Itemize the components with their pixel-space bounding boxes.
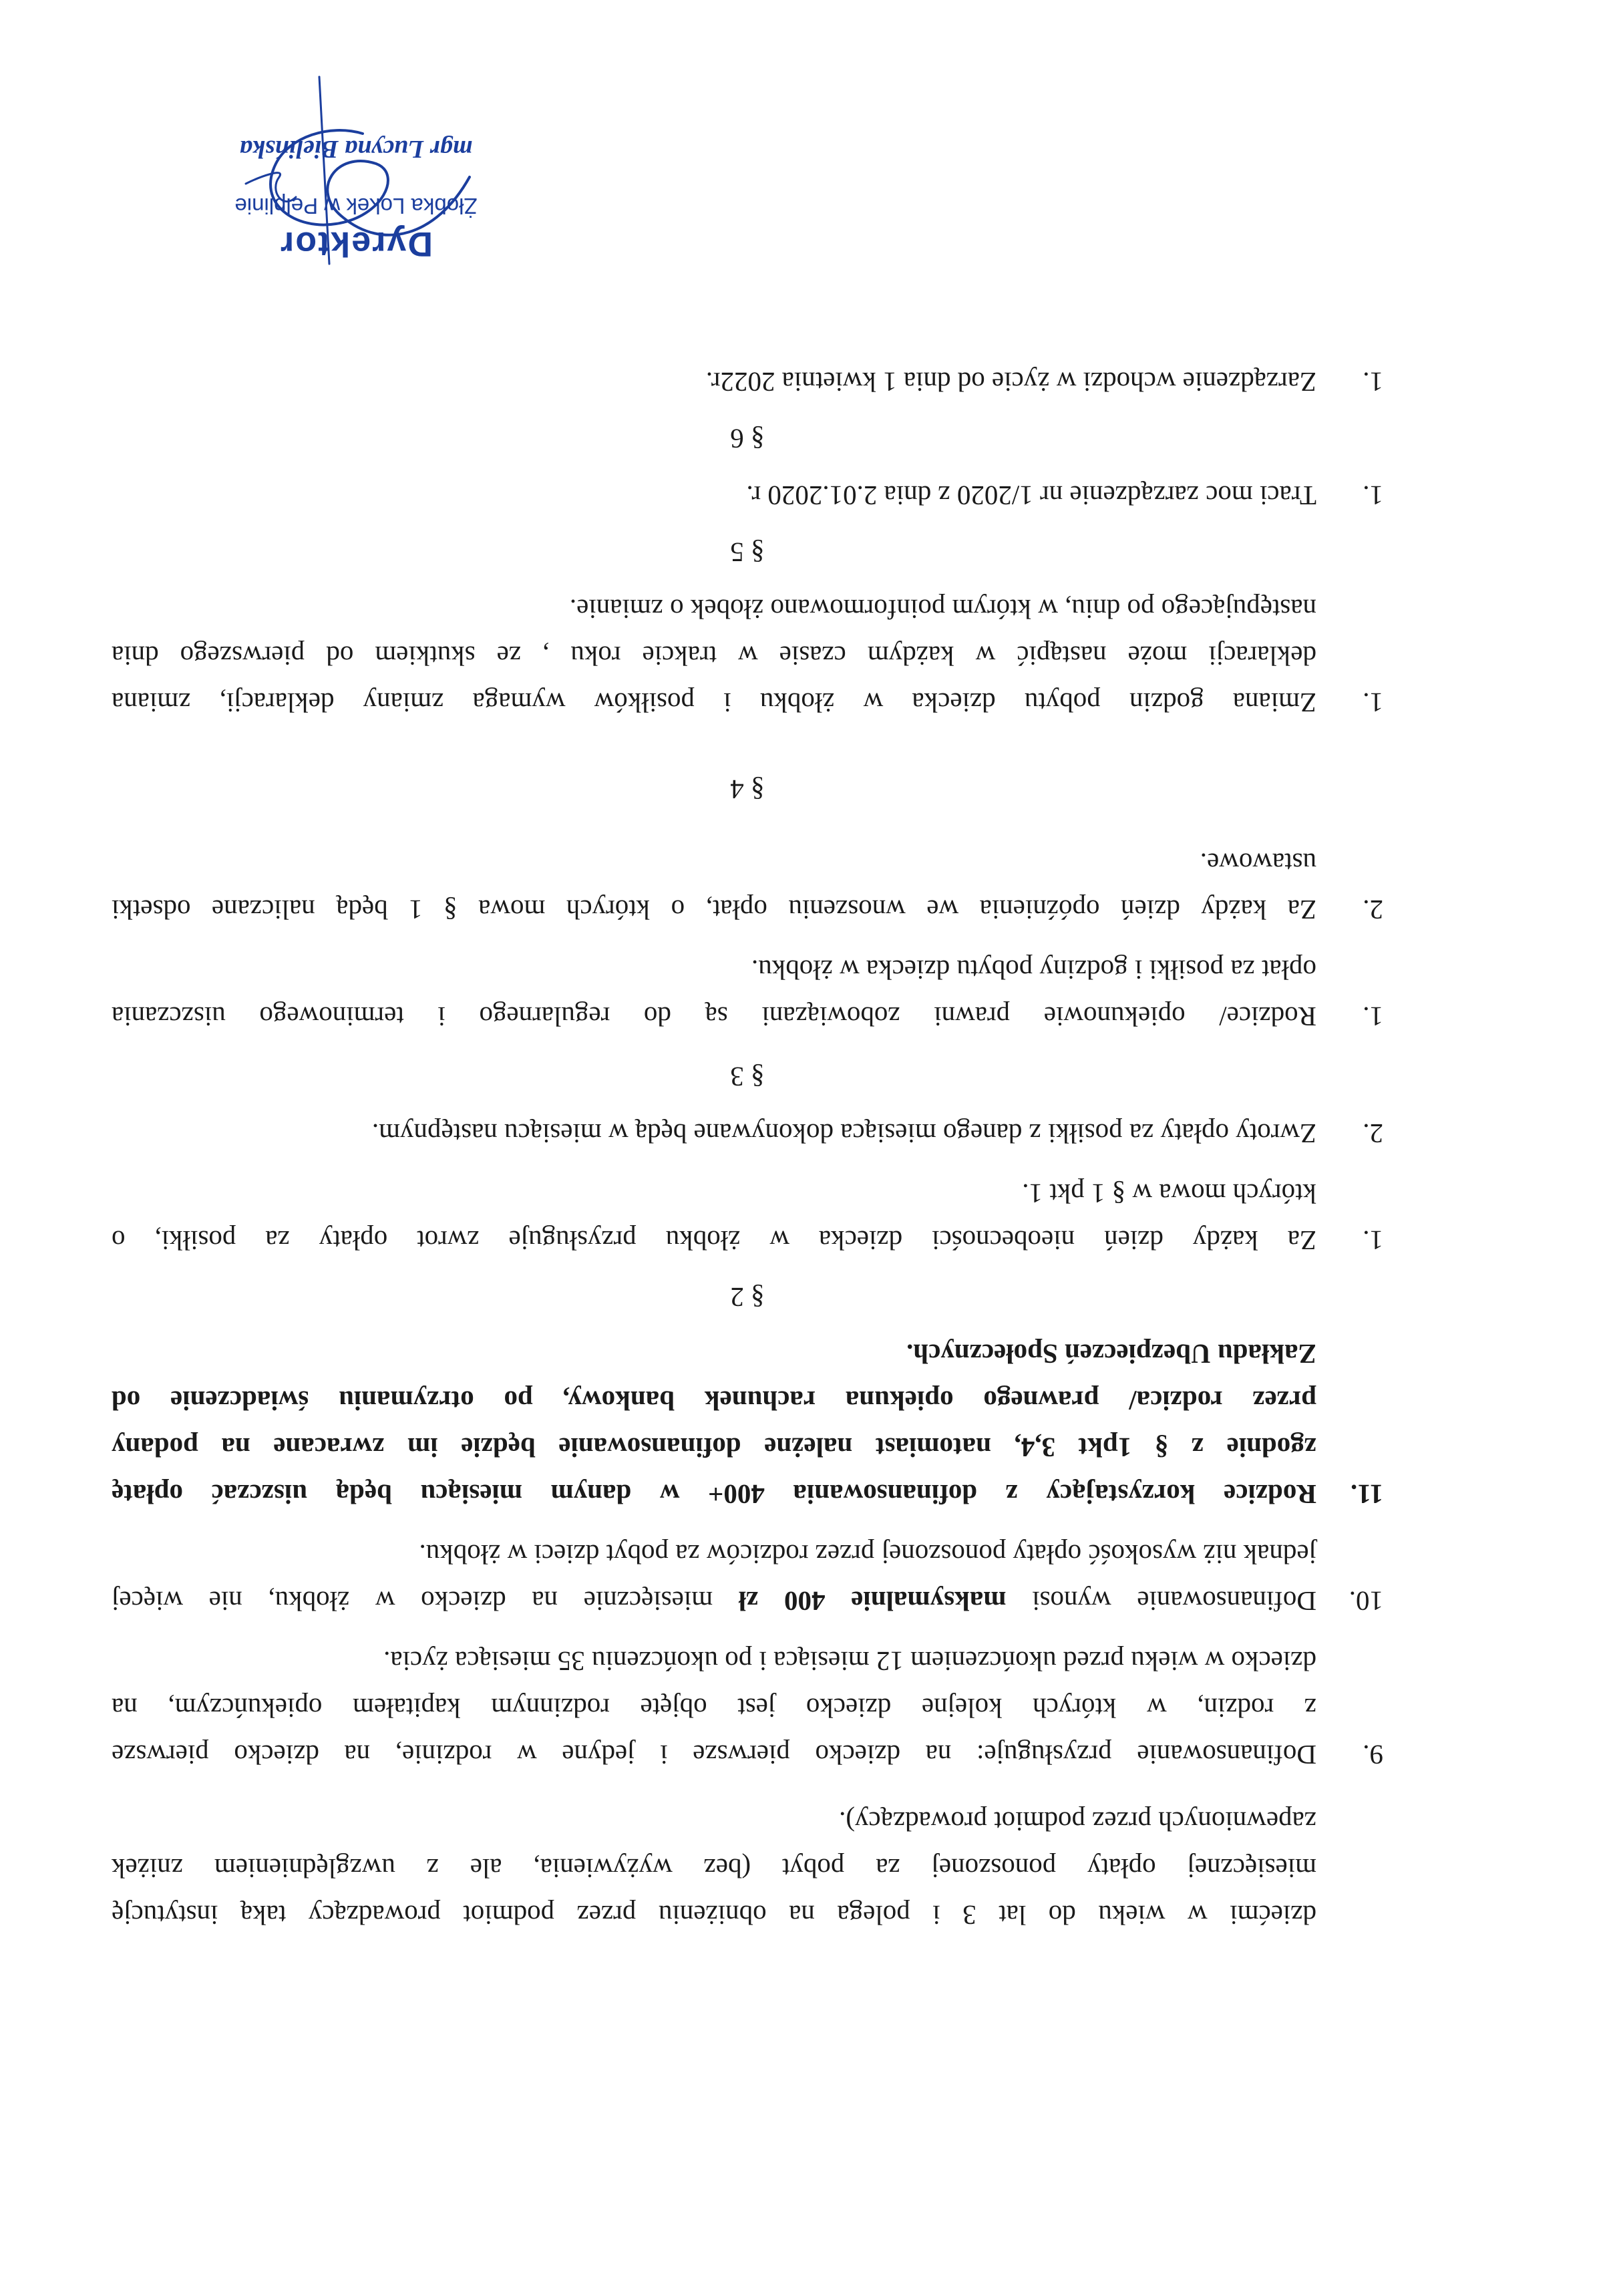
list-item-10-line: jednak niż wysokość opłaty ponoszonej przez rodziców za pobyt dzieci w żłobku.: [419, 1539, 1316, 1570]
section-heading: § 3: [730, 1061, 765, 1092]
stamp-organization: Żłobka Lokek w Pelplinie: [234, 194, 478, 218]
list-item-9-line: z rodzin, w których kolejne dziecko jest objęte rodzinnym kapitałem opiekuńczym, na: [112, 1693, 1316, 1724]
list-item-line: opłat za posiłki i godziny pobytu dziecka w żłobku.: [751, 955, 1316, 985]
list-number: 1.: [1363, 687, 1383, 718]
list-number: 1.: [1363, 480, 1383, 511]
list-item-11: [112, 1478, 1383, 1511]
list-item-11-line: zgodnie z § 1pkt 3,4, natomiast należne dofinansowanie będzie im zwracane na podany: [112, 1432, 1316, 1463]
list-number: 2.: [1363, 1118, 1383, 1149]
list-number: 10.: [1349, 1586, 1383, 1617]
section-heading: § 5: [730, 537, 765, 568]
text-run: miesięcznie na dziecko w żłobku, nie więcej: [112, 1586, 713, 1617]
list-number: 1.: [1363, 1225, 1383, 1256]
list-item: [112, 479, 1383, 512]
list-number: 9.: [1363, 1740, 1383, 1770]
list-text: Za każdy dzień opóźnienia we wnoszeniu opłat, o których mowa § 1 będą naliczane odsetki: [112, 894, 1316, 925]
list-text: [112, 1585, 1316, 1618]
list-item: [112, 1000, 1383, 1033]
stamp-title: Dyrektor: [279, 224, 433, 263]
list-item-9-line: dziecko w wieku przed ukończeniem 12 miesiąca i po ukończeniu 35 miesiąca życia.: [383, 1646, 1316, 1677]
text-run-bold: maksymalnie 400 zł: [738, 1586, 1007, 1617]
list-text: Zwroty opłaty za posiłki z danego miesiąca dokonywane będą w miesiącu następnym.: [371, 1118, 1316, 1149]
intro-line: miesięcznej opłaty ponoszonej za pobyt (bez wyżywienia, ale z uwzględnieniem zniżek: [112, 1853, 1316, 1884]
list-number: 11.: [1351, 1479, 1383, 1510]
list-text: Dofinansowanie przysługuje: na dziecko pierwsze i jedyne w rodzinie, na dziecko pierwsze: [112, 1740, 1316, 1770]
list-item-line: deklaracji może nastąpić w każdym czasie w trakcie roku , ze skutkiem od pierwszego dnia: [112, 641, 1316, 671]
list-item-11-line: przez rodzica/ prawnego opiekuna rachunek bankowy, po otrzymaniu świadczenie od: [112, 1385, 1316, 1416]
section-heading: § 4: [730, 774, 765, 805]
list-item-line: ustawowe.: [1200, 848, 1316, 878]
list-item: [112, 1224, 1383, 1257]
list-text: Traci moc zarządzenie nr 1/2020 z dnia 2.01.2020 r.: [746, 480, 1316, 511]
list-text: Rodzice/ opiekunowie prawni zobowiązani są do regularnego i terminowego uiszczania: [112, 1001, 1316, 1032]
list-number: 1.: [1363, 367, 1383, 397]
list-item-10: [112, 1585, 1383, 1618]
intro-line: dziećmi w wieku do lat 3 i polega na obniżeniu przez podmiot prowadzący taką instytucję: [112, 1900, 1316, 1931]
text-run: Dofinansowanie wynosi: [1032, 1586, 1316, 1617]
list-item-line: których mowa w § 1 pkt 1.: [1022, 1178, 1316, 1209]
list-item: [112, 686, 1383, 719]
list-text: Za każdy dzień nieobecności dziecka w żłobku przysługuje zwrot opłaty za posiłki, o: [112, 1225, 1316, 1256]
list-item-line: następującego po dniu, w którym poinformowano żłobek o zmianie.: [569, 594, 1316, 625]
director-stamp: [216, 84, 496, 264]
list-item-11-line: Zakładu Ubezpieczeń Społecznych.: [906, 1339, 1316, 1369]
list-item-9: [112, 1738, 1383, 1772]
list-text: Zarządzenie wchodzi w życie od dnia 1 kwietnia 2022r.: [705, 367, 1316, 397]
list-item: [112, 365, 1383, 399]
list-item: [112, 893, 1383, 927]
section-heading: § 6: [730, 424, 765, 454]
section-heading: § 2: [730, 1282, 765, 1313]
intro-line: zapewnionych przez podmiot prowadzący).: [839, 1806, 1316, 1837]
list-item: [112, 1117, 1383, 1150]
list-number: 2.: [1363, 894, 1383, 925]
list-text: Zmiana godzin pobytu dziecka w żłobku i posiłków wymaga zmiany deklaracji, zmiana: [112, 687, 1316, 718]
stamp-name: mgr Lucyna Bielińska: [239, 135, 473, 163]
list-text: Rodzice korzystający z dofinansowania 400+ w danym miesiącu będą uiszczać opłatę: [112, 1479, 1316, 1510]
list-number: 1.: [1363, 1001, 1383, 1032]
